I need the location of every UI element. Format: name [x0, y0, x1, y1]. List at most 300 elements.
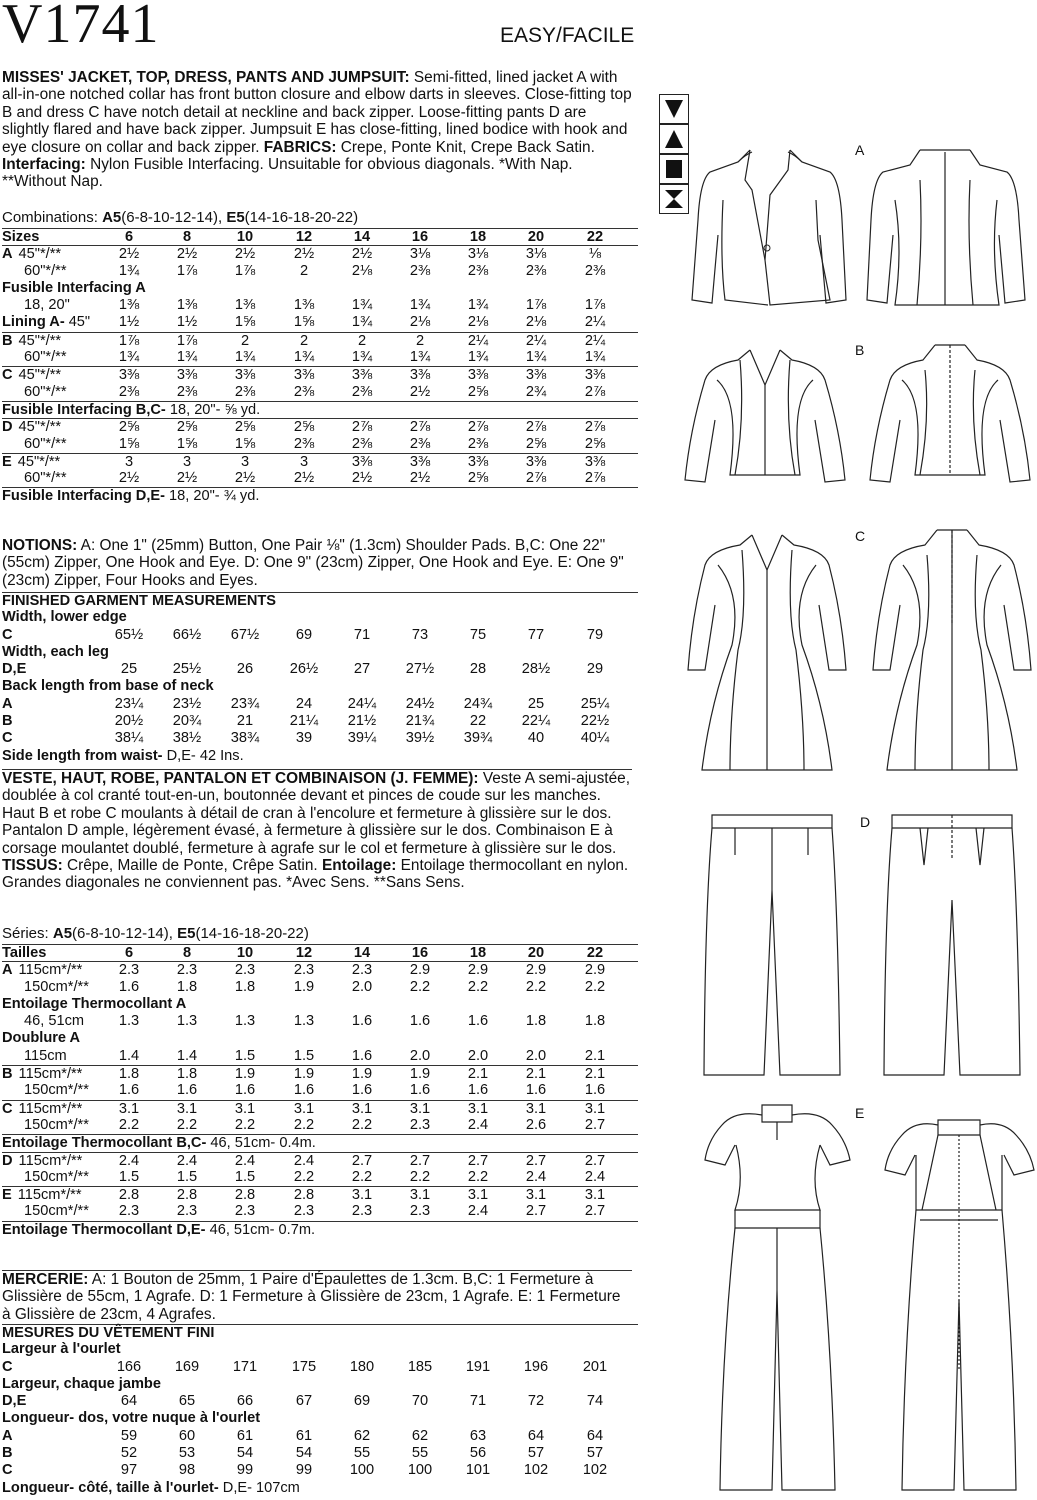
yardage-cell: 2.9 — [584, 962, 606, 979]
finished-cell: 69 — [353, 1393, 371, 1410]
yardage-cell: 3.1 — [409, 1187, 431, 1204]
yardage-cell: 3⅜ — [234, 367, 256, 384]
finished-cell: 52 — [120, 1445, 138, 1462]
size-header: 6 — [124, 229, 134, 245]
yardage-cell: 2⅞ — [525, 470, 547, 487]
yardage-cell: 1.3 — [176, 1013, 198, 1030]
size-header: 14 — [353, 229, 371, 245]
yardage-cell: 3⅜ — [176, 367, 198, 384]
dress-c-front-drawing — [680, 525, 855, 780]
combinations-fr — [2, 925, 638, 942]
yardage-row — [2, 1065, 638, 1082]
yardage-cell: 1.6 — [409, 1082, 431, 1099]
fabric-width: 60"*/** — [24, 470, 67, 487]
finished-cell: 64 — [586, 1427, 604, 1444]
finished-cell: 21¾ — [405, 713, 435, 730]
yardage-cell: 1⅞ — [176, 262, 198, 279]
yardage-cell: 2.2 — [234, 1116, 256, 1133]
finished-row — [2, 696, 638, 713]
yardage-cell: 1.6 — [467, 1013, 489, 1030]
yardage-note: 46, 51cm- 0.4m. — [206, 1135, 316, 1152]
notions-label: NOTIONS: — [2, 537, 78, 554]
yardage-cell: 2.9 — [525, 962, 547, 979]
series-label: Séries: — [2, 925, 49, 942]
view-label: C — [2, 730, 13, 747]
yardage-cell: 2.4 — [176, 1152, 198, 1169]
view-label: C — [2, 1100, 13, 1117]
yardage-cell: 2.2 — [525, 978, 547, 995]
yardage-cell: 2.3 — [409, 1203, 431, 1220]
yardage-cell: 3.1 — [176, 1100, 198, 1117]
finished-cell: 27½ — [405, 661, 435, 678]
yardage-row — [2, 1117, 638, 1134]
finished-cell: 24¾ — [463, 695, 493, 712]
yardage-cell: 1¾ — [176, 349, 198, 366]
finished-cell: 65 — [178, 1393, 196, 1410]
yardage-cell: 2⅝ — [234, 419, 256, 436]
finished-cell: 69 — [295, 626, 313, 643]
yardage-cell: 2½ — [176, 246, 198, 263]
finished-cell: 60 — [178, 1427, 196, 1444]
yardage-cell: 2.1 — [467, 1066, 489, 1083]
yardage-cell: 2⅞ — [525, 419, 547, 436]
yardage-cell: 3.1 — [409, 1100, 431, 1117]
yardage-row — [2, 470, 638, 487]
size-header: 18 — [469, 229, 487, 245]
finished-cell: 22 — [469, 713, 487, 730]
yardage-row — [2, 996, 638, 1013]
view-label: A — [2, 695, 13, 712]
yardage-cell: 2⅜ — [234, 383, 256, 400]
yardage-cell: 1⅝ — [234, 435, 256, 452]
yardage-cell: 2.8 — [176, 1187, 198, 1204]
yardage-cell: 1.8 — [234, 978, 256, 995]
finished-cell: 25 — [527, 695, 545, 712]
finished-cell: 102 — [523, 1462, 549, 1479]
yardage-note-label: Fusible Interfacing B,C- — [2, 401, 166, 418]
yardage-cell: 2.7 — [351, 1152, 373, 1169]
fabric-width: 115cm*/** — [18, 1100, 83, 1117]
yardage-cell: 2½ — [118, 470, 140, 487]
yardage-cell: 2.2 — [351, 1116, 373, 1133]
finished-cell: 38¼ — [114, 730, 144, 747]
finished-cell: 25¼ — [580, 695, 610, 712]
yardage-cell: 2 — [357, 332, 367, 349]
interfacing-text: Nylon Fusible Interfacing. Unsuitable for obvious diagonals. *With Nap. **Without Nap. — [2, 156, 573, 191]
yardage-cell: 2⅝ — [118, 419, 140, 436]
yardage-cell: 3⅜ — [584, 367, 606, 384]
yardage-cell: 2⅞ — [351, 419, 373, 436]
finished-row — [2, 627, 638, 644]
finished-cell: 27 — [353, 661, 371, 678]
yardage-cell: 2 — [415, 332, 425, 349]
yardage-note: 46, 51cm- 0.7m. — [205, 1221, 316, 1238]
yardage-cell: 2.7 — [584, 1116, 606, 1133]
yardage-cell: 2⅛ — [409, 314, 431, 331]
yardage-cell: 2⅜ — [525, 262, 547, 279]
view-label: C — [2, 626, 13, 643]
finished-cell: 25½ — [172, 661, 202, 678]
yardage-cell: 2⅜ — [118, 383, 140, 400]
series-a5-sizes: (6-8-10-12-14), — [72, 925, 173, 942]
yardage-cell: 1⅝ — [293, 314, 315, 331]
yardage-cell: 1.9 — [293, 1066, 315, 1083]
finished-cell: 79 — [586, 626, 604, 643]
yardage-cell: 1½ — [176, 314, 198, 331]
yardage-cell: 2.9 — [467, 962, 489, 979]
yardage-cell: 1¾ — [351, 349, 373, 366]
finished-row — [2, 730, 638, 747]
yardage-cell: 2.0 — [409, 1047, 431, 1064]
finished-row — [2, 713, 638, 730]
finished-row — [2, 1428, 638, 1445]
finished-cell: 20½ — [114, 713, 144, 730]
finished-cell: 40¼ — [580, 730, 610, 747]
finished-cell: 100 — [407, 1462, 433, 1479]
combo-a5: A5 — [102, 209, 122, 226]
yardage-cell: 2¾ — [525, 383, 547, 400]
fabric-width: 45"*/** — [18, 246, 62, 263]
yardage-cell: 2.3 — [293, 1203, 315, 1220]
finished-cell: 196 — [523, 1358, 549, 1375]
finished-row — [2, 1359, 638, 1376]
finished-cell: 22¼ — [521, 713, 551, 730]
yardage-row — [2, 401, 638, 418]
yardage-cell: 3⅜ — [351, 367, 373, 384]
yardage-row — [2, 436, 638, 453]
finished-cell: 99 — [295, 1462, 313, 1479]
difficulty-label: EASY/FACILE — [500, 24, 635, 47]
size-header: 14 — [353, 945, 371, 961]
combo-a5-sizes: (6-8-10-12-14), — [121, 209, 223, 226]
yardage-cell: 2⅜ — [409, 262, 431, 279]
finished-cell: 102 — [582, 1462, 608, 1479]
yardage-row — [2, 979, 638, 996]
finished-cell: 23¾ — [230, 695, 260, 712]
finished-note: D,E- 42 Ins. — [162, 747, 244, 764]
combinations-label: Combinations: — [2, 209, 98, 226]
yardage-cell: 2.7 — [584, 1203, 606, 1220]
yardage-cell: 2 — [299, 262, 309, 279]
sizes-label: Sizes — [2, 229, 40, 245]
finished-cell: 61 — [295, 1427, 313, 1444]
yardage-cell: 2.8 — [118, 1187, 140, 1204]
finished-cell: 97 — [120, 1462, 138, 1479]
finished-subheading: Width, lower edge — [2, 609, 127, 626]
description-body: Semi-fitted, lined jacket A with all-in-one notched collar has front button closure and elbow darts in sleeves. Close-fitting top B and dress C have notch detail at neckline and back zipper. Loose-fitting pants D are slightly flared and have back zipper. Jumpsuit E has close-fitting, lined bodice with hook and eye closure on collar and back zipper. — [2, 69, 632, 156]
finished-cell: 77 — [527, 626, 545, 643]
yardage-note-label: Entoilage Thermocollant B,C- — [2, 1135, 207, 1152]
finished-measurements-fr — [2, 1324, 638, 1497]
yardage-row — [2, 1221, 638, 1238]
yardage-cell: 3⅜ — [467, 367, 489, 384]
view-label: B — [2, 332, 13, 349]
yardage-row — [2, 1048, 638, 1065]
finished-cell: 26 — [236, 661, 254, 678]
finished-subheading: Width, each leg — [2, 643, 109, 660]
yardage-cell: 1.5 — [118, 1168, 140, 1185]
yardage-cell: 2⅝ — [176, 419, 198, 436]
tissus-text: Crêpe, Maille de Ponte, Crêpe Satin. — [67, 857, 318, 875]
yardage-cell: 2½ — [351, 246, 373, 263]
finished-cell: 74 — [586, 1393, 604, 1410]
triangle-up-icon — [659, 124, 689, 154]
yardage-cell: 1⅜ — [234, 297, 256, 314]
finished-cell: 185 — [407, 1358, 433, 1375]
fabric-width: 60"*/** — [24, 349, 67, 366]
yardage-cell: 2.7 — [525, 1203, 547, 1220]
yardage-cell: 1¾ — [409, 297, 431, 314]
finished-row — [2, 1376, 638, 1393]
finished-cell: 24 — [295, 695, 313, 712]
yardage-cell: 2⅞ — [584, 383, 606, 400]
finished-cell: 169 — [174, 1358, 200, 1375]
view-letter-b: B — [855, 342, 865, 358]
yardage-cell: 2½ — [118, 246, 140, 263]
yardage-note-label: Fusible Interfacing D,E- — [2, 488, 165, 505]
finished-cell: 21½ — [347, 713, 377, 730]
yardage-cell: 1.6 — [525, 1082, 547, 1099]
view-label: B — [2, 713, 13, 730]
series-e5-sizes: (14-16-18-20-22) — [195, 925, 309, 942]
yardage-cell: 2.1 — [584, 1066, 606, 1083]
yardage-cell: 1.6 — [234, 1082, 256, 1099]
finished-cell: 20¾ — [172, 713, 202, 730]
finished-cell: 21 — [236, 713, 254, 730]
yardage-row — [2, 245, 638, 262]
tissus-label: TISSUS: — [2, 857, 63, 875]
yardage-cell: 1.5 — [234, 1047, 256, 1064]
view-label: A — [2, 962, 13, 979]
finished-cell: 39½ — [405, 730, 435, 747]
view-label: B — [2, 1445, 13, 1462]
size-header: 6 — [124, 945, 134, 961]
layout-symbols — [659, 94, 689, 214]
yardage-cell: 3⅜ — [467, 453, 489, 470]
finished-measurements-en — [2, 592, 638, 765]
yardage-row — [2, 297, 638, 314]
yardage-cell: 2¼ — [467, 332, 489, 349]
finished-row — [2, 678, 638, 695]
fabric-width: 18, 20" — [24, 297, 70, 314]
pants-d-front-drawing — [700, 810, 845, 1080]
finished-subheading: Longueur- dos, votre nuque à l'ourlet — [2, 1410, 261, 1427]
yardage-cell: 1⅜ — [176, 297, 198, 314]
yardage-cell: 3.1 — [467, 1187, 489, 1204]
yardage-row — [2, 1152, 638, 1169]
yardage-cell: 2.3 — [351, 1203, 373, 1220]
size-header: 22 — [586, 229, 604, 245]
finished-cell: 100 — [349, 1462, 375, 1479]
size-header: 22 — [586, 945, 604, 961]
yardage-cell: 3⅛ — [467, 246, 489, 263]
yardage-cell: 1.8 — [176, 1066, 198, 1083]
mercerie-text: A: 1 Bouton de 25mm, 1 Paire d'Épaulettes de 1.3cm. B,C: 1 Fermeture à Glissière de 55cm, 1 Agrafe. D: 1 Fermeture à Glissière de 23cm, 1 Agrafe. E: 1 Fermeture à Glissière de 23cm, 4 Agrafes. — [2, 1271, 621, 1323]
yardage-cell: 1.6 — [351, 1013, 373, 1030]
fabric-width: 45"*/** — [17, 453, 61, 470]
hourglass-icon — [659, 184, 689, 214]
view-letter-a: A — [855, 142, 865, 158]
yardage-cell: 1⅞ — [118, 332, 140, 349]
jacket-a-back-drawing — [865, 140, 1030, 310]
size-header: 10 — [236, 945, 254, 961]
size-header: 12 — [295, 945, 313, 961]
yardage-cell: 1⅞ — [176, 332, 198, 349]
finished-note-label: Side length from waist- — [2, 747, 163, 764]
yardage-cell: 2⅞ — [584, 470, 606, 487]
yardage-cell: 1¾ — [525, 349, 547, 366]
finished-cell: 75 — [469, 626, 487, 643]
yardage-cell: 2.0 — [525, 1047, 547, 1064]
yardage-note-label: Entoilage Thermocollant D,E- — [2, 1221, 206, 1238]
finished-cell: 66 — [236, 1393, 254, 1410]
yardage-cell: 2⅜ — [351, 383, 373, 400]
yardage-cell: 1.6 — [409, 1013, 431, 1030]
view-label: E — [2, 1187, 12, 1204]
finished-cell: 54 — [236, 1445, 254, 1462]
yardage-cell: 1.6 — [584, 1082, 606, 1099]
yardage-subheading: Doublure A — [2, 1030, 81, 1047]
mercerie-label: MERCERIE: — [2, 1271, 89, 1288]
yardage-cell: 3.1 — [584, 1187, 606, 1204]
yardage-cell: 2.2 — [467, 1168, 489, 1185]
yardage-cell: 3⅜ — [525, 453, 547, 470]
size-header: 12 — [295, 229, 313, 245]
yardage-cell: 2.7 — [525, 1152, 547, 1169]
yardage-cell: 1⅝ — [176, 435, 198, 452]
yardage-cell: 1¾ — [118, 262, 140, 279]
yardage-cell: 2.0 — [467, 1047, 489, 1064]
combinations-en — [2, 209, 638, 226]
view-label: D — [2, 419, 13, 436]
yardage-cell: 2⅞ — [409, 419, 431, 436]
yardage-cell: 2.9 — [409, 962, 431, 979]
yardage-cell: 2.4 — [118, 1152, 140, 1169]
finished-cell: 29 — [586, 661, 604, 678]
yardage-cell: 2.2 — [293, 1116, 315, 1133]
yardage-row — [2, 453, 638, 470]
fabric-width: 115cm — [24, 1047, 67, 1064]
yardage-cell: 1¾ — [351, 314, 373, 331]
fabric-width: 150cm*/** — [24, 1082, 89, 1099]
yardage-cell: 2.3 — [234, 962, 256, 979]
jacket-a-front-drawing — [690, 140, 850, 310]
yardage-cell: 2.7 — [467, 1152, 489, 1169]
yardage-cell: 2⅜ — [584, 262, 606, 279]
description-fr-body: Veste A semi-ajustée, doublée à col cranté tout-en-un, boutonnée devant et pinces de coude sur les manches. Haut B et robe C moulants à détail de cran à l'encolure et fermeture à glissière sur le dos. Pantalon D ample, légèrement évasé, à fermeture à glissière sur le dos. Combinaison E à corsage moulantet doublé, fermeture à agrafe sur le col et fermeture à glissière sur le dos. — [2, 770, 630, 857]
yardage-cell: 2⅛ — [467, 314, 489, 331]
view-letter-e: E — [855, 1105, 865, 1121]
yardage-cell: 3⅛ — [409, 246, 431, 263]
yardage-cell: 1¾ — [409, 349, 431, 366]
pants-d-back-drawing — [880, 810, 1025, 1080]
finished-cell: 38½ — [172, 730, 202, 747]
yardage-cell: 3.1 — [584, 1100, 606, 1117]
yardage-cell: 1¾ — [467, 297, 489, 314]
yardage-cell: 1.4 — [118, 1047, 140, 1064]
yardage-cell: 2.3 — [118, 1203, 140, 1220]
fabric-width: 150cm*/** — [24, 978, 89, 995]
entoilage-text: Entoilage thermocollant en nylon. Grandes diagonales ne conviennent pas. *Avec Sens. **Sans Sens. — [2, 857, 629, 892]
finished-cell: 67 — [295, 1393, 313, 1410]
yardage-cell: 2.3 — [409, 1116, 431, 1133]
yardage-cell: 3 — [299, 453, 309, 470]
yardage-row — [2, 1013, 638, 1030]
finished-row — [2, 1341, 638, 1358]
yardage-cell: 2⅝ — [293, 419, 315, 436]
finished-cell: 201 — [582, 1358, 608, 1375]
yardage-cell: 1⅝ — [118, 435, 140, 452]
yardage-cell: 1.3 — [118, 1013, 140, 1030]
yardage-cell: 2.4 — [584, 1168, 606, 1185]
yardage-cell: 1¾ — [118, 349, 140, 366]
finished-cell: 59 — [120, 1427, 138, 1444]
yardage-row — [2, 349, 638, 366]
finished-cell: 25 — [120, 661, 138, 678]
size-header: 20 — [527, 945, 545, 961]
size-header: 20 — [527, 229, 545, 245]
finished-cell: 66½ — [172, 626, 202, 643]
fabric-width: 115cm*/** — [18, 1152, 83, 1169]
yardage-cell: 1.9 — [234, 1066, 256, 1083]
finished-cell: 23½ — [172, 695, 202, 712]
combo-e5-sizes: (14-16-18-20-22) — [244, 209, 359, 226]
yardage-cell: 1.8 — [118, 1066, 140, 1083]
yardage-cell: 1⅜ — [118, 297, 140, 314]
yardage-cell: 3⅜ — [293, 367, 315, 384]
finished-cell: 28½ — [521, 661, 551, 678]
yardage-row — [2, 263, 638, 280]
size-header: 18 — [469, 945, 487, 961]
notions-text: A: One 1" (25mm) Button, One Pair ⅛" (1.3cm) Shoulder Pads. B,C: One 22" (55cm) Zipper, One Hook and Eye. D: One 9" (23cm) Zipper, One Hook and Eye. E: One 9" (23cm) Zipper, Four Hooks and Eyes. — [2, 537, 624, 589]
yardage-cell: 2⅜ — [351, 435, 373, 452]
yardage-cell: 2.3 — [293, 962, 315, 979]
finished-cell: 67½ — [230, 626, 260, 643]
yardage-cell: 3⅜ — [409, 367, 431, 384]
fabric-width: 150cm*/** — [24, 1116, 89, 1133]
view-label: B — [2, 1066, 13, 1083]
yardage-cell: 3.1 — [351, 1100, 373, 1117]
yardage-cell: 2 — [240, 332, 250, 349]
yardage-cell: 3 — [124, 453, 134, 470]
yardage-cell: 2⅝ — [584, 435, 606, 452]
top-b-back-drawing — [865, 340, 1035, 490]
yardage-cell: 2⅜ — [293, 383, 315, 400]
fabric-width: 45"*/** — [18, 419, 62, 436]
finished-row — [2, 1480, 638, 1497]
yardage-cell: 1⅝ — [234, 314, 256, 331]
yardage-cell: 1⅞ — [584, 297, 606, 314]
finished-cell: 73 — [411, 626, 429, 643]
finished-cell: 64 — [527, 1427, 545, 1444]
yardage-row — [2, 1100, 638, 1117]
finished-cell: 72 — [527, 1393, 545, 1410]
finished-cell: 26½ — [289, 661, 319, 678]
yardage-row — [2, 1169, 638, 1186]
finished-row — [2, 1410, 638, 1427]
yardage-cell: 2¼ — [584, 332, 606, 349]
yardage-cell: 1.6 — [351, 1082, 373, 1099]
description-fr — [2, 769, 632, 892]
finished-cell: 61 — [236, 1427, 254, 1444]
yardage-cell: 2.3 — [351, 962, 373, 979]
finished-subheading: Largeur, chaque jambe — [2, 1375, 161, 1392]
finished-row — [2, 1393, 638, 1410]
yardage-cell: 2.4 — [234, 1152, 256, 1169]
finished-cell: 22½ — [580, 713, 610, 730]
finished-cell: 28 — [469, 661, 487, 678]
view-label: D,E — [2, 1393, 27, 1410]
